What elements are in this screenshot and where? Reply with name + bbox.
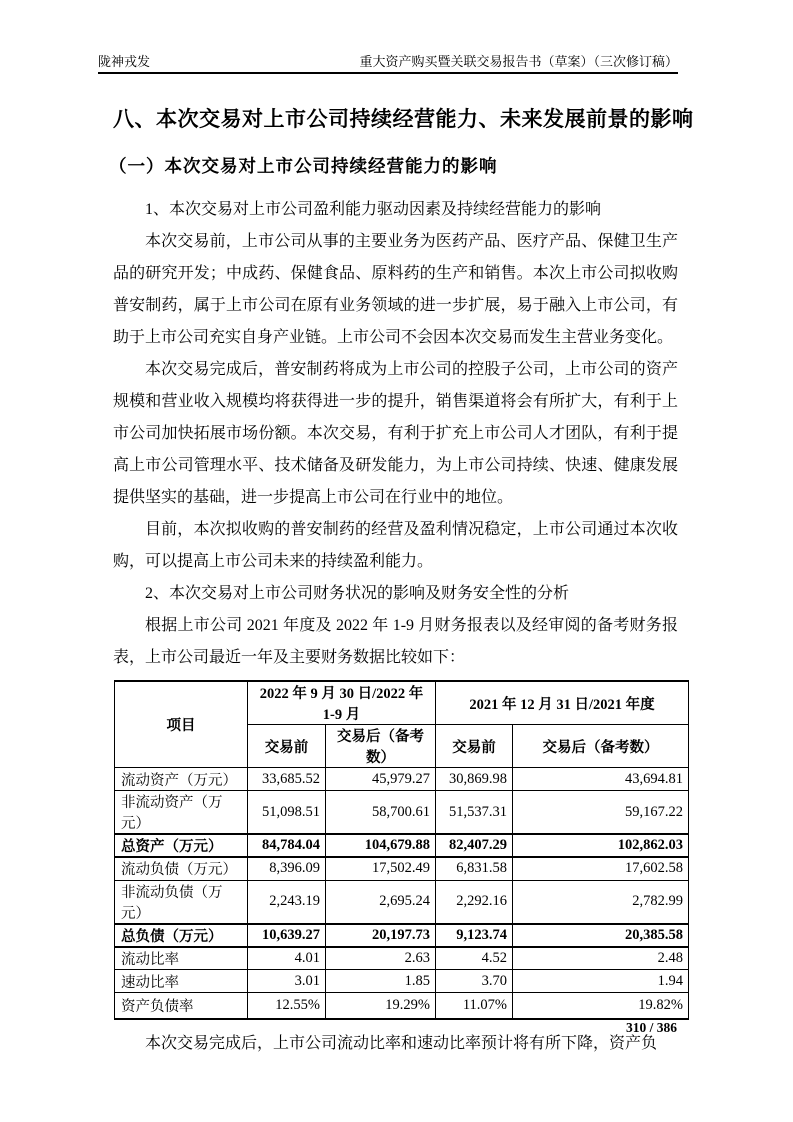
numbered-heading-2: 2、本次交易对上市公司财务状况的影响及财务安全性的分析	[145, 585, 570, 602]
value-cell: 11.07%	[436, 993, 513, 1019]
body-content	[113, 194, 684, 1060]
header-doc-title: 重大资产购买暨关联交易报告书（草案）（三次修订稿）	[359, 54, 678, 69]
value-cell: 6,831.58	[436, 857, 513, 880]
row-label-cell: 速动比率	[115, 970, 248, 993]
value-cell: 2,243.19	[248, 880, 326, 924]
table-row	[115, 768, 689, 791]
table-subheader-post-2021: 交易后（备考数）	[513, 725, 689, 768]
value-cell: 2.63	[326, 947, 436, 970]
paragraph-post-transaction: 本次交易完成后，普安制药将成为上市公司的控股子公司，上市公司的资产规模和营业收入规模均将获得进一步的提升，销售渠道将会有所扩大，有利于上市公司加快拓展市场份额。本次交易，有利于扩充上市公司人才团队，有利于提高上市公司管理水平、技术储备及研发能力，为上市公司持续、快速、健康发展提供坚实的基础，进一步提高上市公司在行业中的地位。	[113, 361, 678, 506]
table-row	[115, 993, 689, 1019]
value-cell: 84,784.04	[248, 834, 326, 857]
value-cell: 3.01	[248, 970, 326, 993]
value-cell: 4.52	[436, 947, 513, 970]
row-label-cell: 总负债（万元）	[115, 924, 248, 947]
paragraph-basis: 根据上市公司 2021 年度及 2022 年 1-9 月财务报表以及经审阅的备考财务报表，上市公司最近一年及主要财务数据比较如下：	[113, 617, 678, 666]
table-subheader-post-2022: 交易后（备考数）	[326, 725, 436, 768]
value-cell: 2,292.16	[436, 880, 513, 924]
table-row	[115, 970, 689, 993]
value-cell: 2.48	[513, 947, 689, 970]
value-cell: 51,537.31	[436, 791, 513, 835]
table-row-total-liabilities	[115, 924, 689, 947]
paragraph-after-table: 本次交易完成后，上市公司流动比率和速动比率预计将有所下降，资产负	[145, 1034, 658, 1052]
section-heading: 八、本次交易对上市公司持续经营能力、未来发展前景的影响	[113, 108, 694, 131]
table-row	[115, 947, 689, 970]
subsection-heading: （一）本次交易对上市公司持续经营能力的影响	[109, 156, 498, 176]
table-header-period-2022: 2022 年 9 月 30 日/2022 年 1-9 月	[248, 681, 436, 725]
running-header	[98, 51, 678, 70]
table-row	[115, 880, 689, 924]
row-label-cell: 流动资产（万元）	[115, 768, 248, 791]
value-cell: 30,869.98	[436, 768, 513, 791]
row-label-cell: 流动负债（万元）	[115, 857, 248, 880]
table-subheader-pre-2022: 交易前	[248, 725, 326, 768]
value-cell: 20,385.58	[513, 924, 689, 947]
paragraph-current-status: 目前，本次拟收购的普安制药的经营及盈利情况稳定，上市公司通过本次收购，可以提高上市公司未来的持续盈利能力。	[113, 521, 678, 570]
value-cell: 45,979.27	[326, 768, 436, 791]
value-cell: 17,502.49	[326, 857, 436, 880]
value-cell: 102,862.03	[513, 834, 689, 857]
value-cell: 2,695.24	[326, 880, 436, 924]
value-cell: 43,694.81	[513, 768, 689, 791]
table-header-group-row	[115, 681, 689, 725]
value-cell: 17,602.58	[513, 857, 689, 880]
table-subheader-pre-2021: 交易前	[436, 725, 513, 768]
value-cell: 19.29%	[326, 993, 436, 1019]
value-cell: 1.94	[513, 970, 689, 993]
row-label-cell: 非流动负债（万元）	[115, 880, 248, 924]
value-cell: 104,679.88	[326, 834, 436, 857]
value-cell: 12.55%	[248, 993, 326, 1019]
value-cell: 8,396.09	[248, 857, 326, 880]
value-cell: 2,782.99	[513, 880, 689, 924]
header-rule	[98, 72, 678, 74]
value-cell: 58,700.61	[326, 791, 436, 835]
table-header-item: 项目	[115, 681, 248, 768]
table-row	[115, 857, 689, 880]
table-header-period-2021: 2021 年 12 月 31 日/2021 年度	[436, 681, 689, 725]
value-cell: 4.01	[248, 947, 326, 970]
value-cell: 33,685.52	[248, 768, 326, 791]
row-label-cell: 非流动资产（万元）	[115, 791, 248, 835]
row-label-cell: 流动比率	[115, 947, 248, 970]
value-cell: 19.82%	[513, 993, 689, 1019]
value-cell: 20,197.73	[326, 924, 436, 947]
value-cell: 9,123.74	[436, 924, 513, 947]
value-cell: 59,167.22	[513, 791, 689, 835]
value-cell: 51,098.51	[248, 791, 326, 835]
numbered-heading-1: 1、本次交易对上市公司盈利能力驱动因素及持续经营能力的影响	[145, 201, 602, 218]
header-company-name: 陇神戎发	[98, 54, 151, 69]
row-label-cell: 资产负债率	[115, 993, 248, 1019]
table-row-total-assets	[115, 834, 689, 857]
row-label-cell: 总资产（万元）	[115, 834, 248, 857]
value-cell: 1.85	[326, 970, 436, 993]
financial-comparison-table	[114, 680, 689, 1020]
value-cell: 3.70	[436, 970, 513, 993]
page-number: 310 / 386	[625, 1020, 677, 1035]
table-row	[115, 791, 689, 835]
value-cell: 82,407.29	[436, 834, 513, 857]
value-cell: 10,639.27	[248, 924, 326, 947]
paragraph-intro-business: 本次交易前，上市公司从事的主要业务为医药产品、医疗产品、保健卫生产品的研究开发；中成药、保健食品、原料药的生产和销售。本次上市公司拟收购普安制药，属于上市公司在原有业务领域的进一步扩展，易于融入上市公司，有助于上市公司充实自身产业链。上市公司不会因本次交易而发生主营业务变化。	[113, 233, 678, 346]
